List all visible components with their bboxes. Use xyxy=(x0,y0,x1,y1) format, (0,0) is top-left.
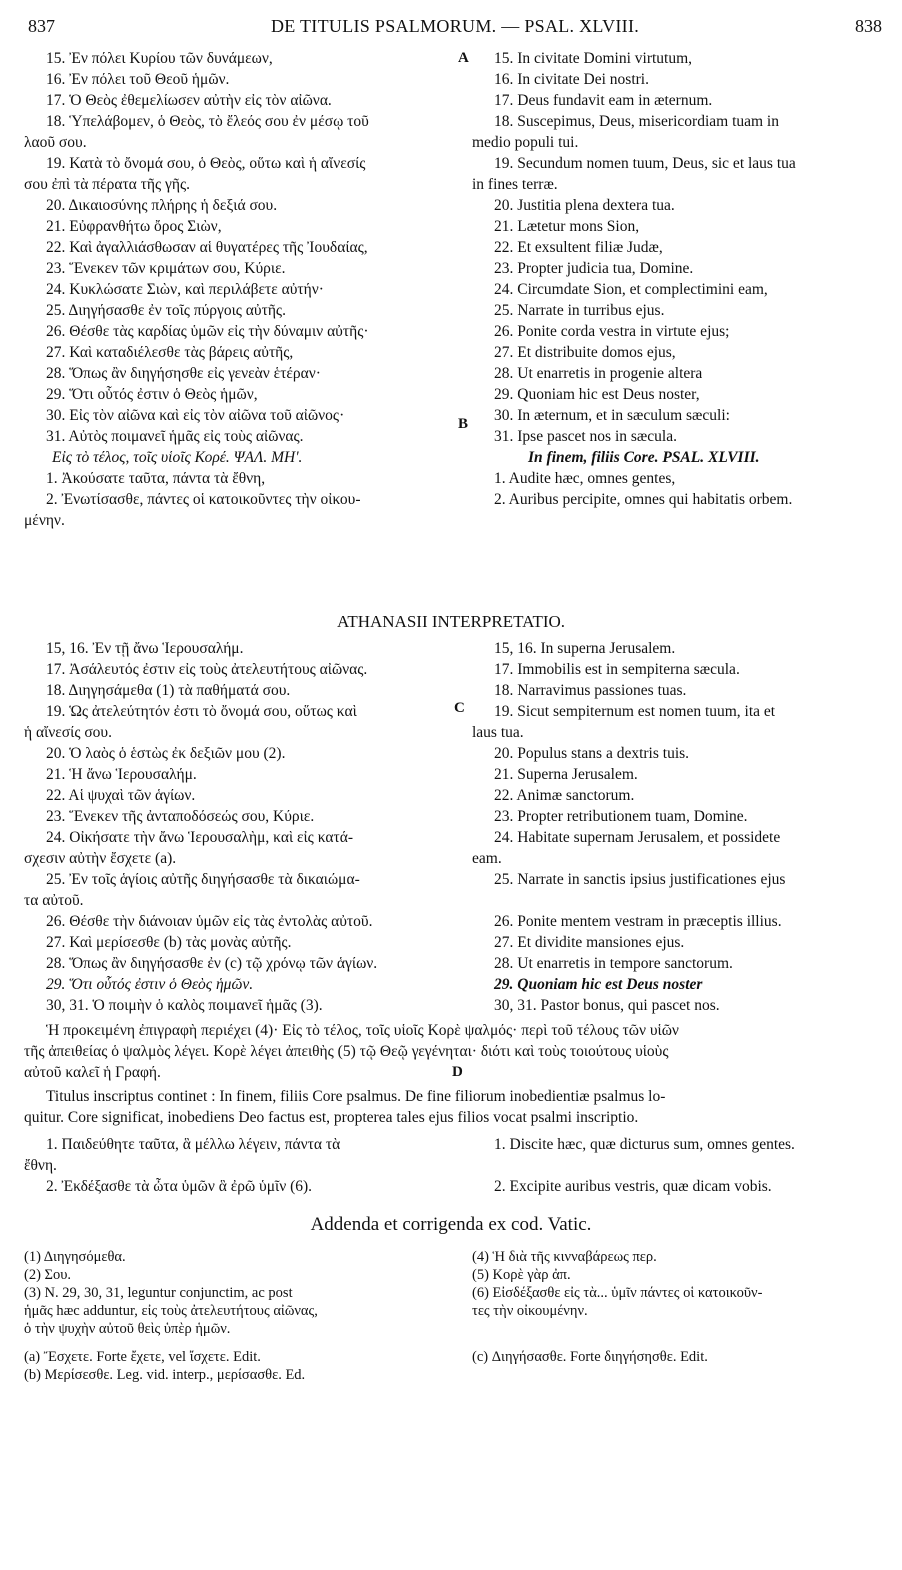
note-line: (6) Εἰσδέξασθε εἰς τὰ... ὑμῖν πάντες οἱ κατοικοῦν- xyxy=(472,1285,763,1301)
greek-commentary-line: Ἡ προκειμένη ἐπιγραφὴ περιέχει (4)· Εἰς τὸ τέλος, τοῖς υἱοῖς Κορὲ ψαλμός· περὶ τοῦ τέλους τῶν υἱῶν xyxy=(46,1022,679,1039)
margin-mark-d: D xyxy=(452,1064,463,1080)
latin-verse-line: 19. Secundum nomen tuum, Deus, sic et laus tua xyxy=(494,155,796,172)
greek-interp-line: 21. Ἡ ἄνω Ἱερουσαλήμ. xyxy=(46,766,197,783)
section2-greek-column xyxy=(24,638,456,1016)
interpretatio-heading: ATHANASII INTERPRETATIO. xyxy=(336,612,566,631)
latin-verse-line: 28. Ut enarretis in progenie altera xyxy=(494,365,703,382)
note-line: (5) Κορὲ γὰρ ἀπ. xyxy=(472,1267,571,1283)
latin-verse-line: 31. Ipse pascet nos in sæcula. xyxy=(494,428,677,445)
note-line: τες τὴν οἰκουμένην. xyxy=(472,1303,588,1319)
greek-interp-line: 23. Ἕνεκεν τῆς ἀνταποδόσεώς σου, Κύριε. xyxy=(46,808,315,825)
editor-note-line: (c) Διηγήσασθε. Forte διηγήσησθε. Edit. xyxy=(472,1349,708,1365)
note-line: ὁ τὴν ψυχὴν αὐτοῦ θεὶς ὑπὲρ ἡμῶν. xyxy=(24,1321,231,1337)
latin-interp-line: 22. Animæ sanctorum. xyxy=(494,787,635,804)
latin-verse-line: 17. Deus fundavit eam in æternum. xyxy=(494,92,713,109)
greek-verse-line: μένην. xyxy=(24,512,65,529)
greek-commentary xyxy=(24,1020,892,1083)
greek-interp-line: 20. Ὁ λαὸς ὁ ἑστὼς ἐκ δεξιῶν μου (2). xyxy=(46,745,286,762)
greek-interp-line: σχεσιν αὐτὴν ἔσχετε (a). xyxy=(24,850,177,867)
latin-commentary-line: quitur. Core significat, inobediens Deo factus est, propterea tales ejus filios vocat psalmi inscriptio. xyxy=(24,1109,639,1126)
greek-verse-line: 19. Κατὰ τὸ ὄνομά σου, ὁ Θεὸς, οὕτω καὶ ἡ αἴνεσίς xyxy=(46,155,366,172)
latin-verse-line: 29. Quoniam hic est Deus noster, xyxy=(494,386,700,403)
greek-verse-line: 1. Ἀκούσατε ταῦτα, πάντα τὰ ἔθνη, xyxy=(46,470,266,487)
greek-interp-line: 28. Ὅπως ἂν διηγήσασθε ἐν (c) τῷ χρόνῳ τῶν ἁγίων. xyxy=(46,955,378,972)
greek-verse-line: 27. Καὶ καταδιέλεσθε τὰς βάρεις αὐτῆς, xyxy=(46,344,294,361)
editor-note-line: (b) Μερίσεσθε. Leg. vid. interp., μερίσασθε. Ed. xyxy=(24,1367,306,1383)
section3-latin-column xyxy=(472,1134,892,1197)
note-line: (4) Ἡ διὰ τῆς κινναβάρεως περ. xyxy=(472,1249,657,1265)
notes-right xyxy=(472,1248,892,1320)
greek-verse-line: 20. Δικαιοσύνης πλήρης ἡ δεξιά σου. xyxy=(46,197,278,214)
latin-verse-line: medio populi tui. xyxy=(472,134,579,151)
page-number-right: 838 xyxy=(855,16,882,36)
margin-mark-a: A xyxy=(458,50,469,66)
latin-interp-line: 30, 31. Pastor bonus, qui pascet nos. xyxy=(494,997,720,1014)
greek-interp-line: 19. Ὡς ἀτελεύτητόν ἐστι τὸ ὄνομά σου, οὕτως καὶ xyxy=(46,703,357,720)
latin-interp-line: 29. Quoniam hic est Deus noster xyxy=(494,976,703,993)
latin-interp-line: 18. Narravimus passiones tuas. xyxy=(494,682,687,699)
section2-latin-column xyxy=(472,638,892,1016)
latin-interp-line: 20. Populus stans a dextris tuis. xyxy=(494,745,690,762)
margin-mark-c: C xyxy=(454,700,465,716)
greek-verse-line: 29. Ὅτι οὗτός ἐστιν ὁ Θεὸς ἡμῶν, xyxy=(46,386,258,403)
greek-verse-line: 2. Ἐνωτίσασθε, πάντες οἱ κατοικοῦντες τὴν οἰκου- xyxy=(46,491,361,508)
greek-verse-line: 31. Αὐτὸς ποιμανεῖ ἡμᾶς εἰς τοὺς αἰῶνας. xyxy=(46,428,304,445)
greek-verse-line: 15. Ἐν πόλει Κυρίου τῶν δυνάμεων, xyxy=(46,50,273,67)
note-line: (2) Σου. xyxy=(24,1267,72,1283)
greek-interp-line: 17. Ἀσάλευτός ἐστιν εἰς τοὺς ἀτελευτήτους αἰῶνας. xyxy=(46,661,368,678)
greek-interp-line: τα αὐτοῦ. xyxy=(24,892,84,909)
latin-verse-line: 22. Et exsultent filiæ Judæ, xyxy=(494,239,663,256)
greek-interp-line: 25. Ἐν τοῖς ἁγίοις αὐτῆς διηγήσασθε τὰ δικαιώμα- xyxy=(46,871,360,888)
latin-verse-line: 27. Et distribuite domos ejus, xyxy=(494,344,676,361)
greek-interp-line: 30, 31. Ὁ ποιμὴν ὁ καλὸς ποιμανεῖ ἡμᾶς (3). xyxy=(46,997,323,1014)
latin-verse-line: 15. In civitate Domini virtutum, xyxy=(494,50,693,67)
section1-latin-column xyxy=(472,48,892,510)
latin-interp-line: 21. Superna Jerusalem. xyxy=(494,766,638,783)
greek-verse-line: 24. Κυκλώσατε Σιὼν, καὶ περιλάβετε αὐτήν· xyxy=(46,281,324,298)
greek-verse-line: 23. Ἕνεκεν τῶν κριμάτων σου, Κύριε. xyxy=(46,260,286,277)
latin-interp-line: 27. Et dividite mansiones ejus. xyxy=(494,934,685,951)
editor-note-line: (a) Ἔσχετε. Forte ἔχετε, vel ἴσχετε. Edit. xyxy=(24,1349,261,1365)
section1-greek-column xyxy=(24,48,456,531)
greek-interp-line: 22. Αἱ ψυχαὶ τῶν ἁγίων. xyxy=(46,787,196,804)
editor-notes-right xyxy=(472,1348,892,1366)
greek-verse-line: 26. Θέσθε τὰς καρδίας ὑμῶν εἰς τὴν δύναμιν αὐτῆς· xyxy=(46,323,369,340)
running-title: DE TITULIS PSALMORUM. — PSAL. XLVIII. xyxy=(270,16,640,36)
greek-verse-line: 21. Εὐφρανθήτω ὄρος Σιὼν, xyxy=(46,218,222,235)
editor-notes-left xyxy=(24,1348,464,1384)
greek-psalm-title: Εἰς τὸ τέλος, τοῖς υἱοῖς Κορέ. ΨΑΛ. ΜΗ'. xyxy=(52,449,303,466)
greek-verse-line: σου ἐπὶ τὰ πέρατα τῆς γῆς. xyxy=(24,176,190,193)
section3-greek-column xyxy=(24,1134,456,1197)
greek-verse-line: 25. Διηγήσασθε ἐν τοῖς πύργοις αὐτῆς. xyxy=(46,302,286,319)
latin-verse-line: 20. Justitia plena dextera tua. xyxy=(494,197,675,214)
latin-commentary xyxy=(24,1086,892,1128)
greek-verse-line: λαοῦ σου. xyxy=(24,134,87,151)
latin-verse-line: 18. Suscepimus, Deus, misericordiam tuam in xyxy=(494,113,779,130)
latin-verse-line: 24. Circumdate Sion, et complectimini eam, xyxy=(494,281,768,298)
latin-commentary-line: Titulus inscriptus continet : In finem, filiis Core psalmus. De fine filiorum inobedientiæ psalmus lo- xyxy=(46,1088,666,1105)
greek-verse-line: 17. Ὁ Θεὸς ἐθεμελίωσεν αὐτὴν εἰς τὸν αἰῶνα. xyxy=(46,92,332,109)
greek-interp-line: 24. Οἰκήσατε τὴν ἄνω Ἱερουσαλὴμ, καὶ εἰς κατά- xyxy=(46,829,353,846)
latin-verse-line: 25. Narrate in turribus ejus. xyxy=(494,302,665,319)
latin-interp-line: 24. Habitate supernam Jerusalem, et possidete xyxy=(494,829,781,846)
latin-verse-line: in fines terræ. xyxy=(472,176,558,193)
greek-verse-line: 2. Ἐκδέξασθε τὰ ὦτα ὑμῶν ἃ ἐρῶ ὑμῖν (6). xyxy=(46,1178,313,1195)
greek-interp-line: 26. Θέσθε τὴν διάνοιαν ὑμῶν εἰς τὰς ἐντολὰς αὐτοῦ. xyxy=(46,913,373,930)
latin-interp-line: 28. Ut enarretis in tempore sanctorum. xyxy=(494,955,733,972)
latin-interp-line: 19. Sicut sempiternum est nomen tuum, ita et xyxy=(494,703,776,720)
latin-verse-spacer xyxy=(472,1155,892,1176)
greek-interp-line: 29. Ὅτι οὗτός ἐστιν ὁ Θεὸς ἡμῶν. xyxy=(46,976,254,993)
greek-verse-line: 22. Καὶ ἀγαλλιάσθωσαν αἱ θυγατέρες τῆς Ἰουδαίας, xyxy=(46,239,368,256)
page-number-left: 837 xyxy=(28,16,55,36)
latin-verse-line: 16. In civitate Dei nostri. xyxy=(494,71,649,88)
latin-interp-line: 26. Ponite mentem vestram in præceptis illius. xyxy=(494,913,782,930)
latin-psalm-title: In finem, filiis Core. PSAL. XLVIII. xyxy=(528,449,760,466)
greek-commentary-line: αὐτοῦ καλεῖ ἡ Γραφή. xyxy=(24,1064,161,1081)
greek-interp-line: 27. Καὶ μερίσεσθε (b) τὰς μονὰς αὐτῆς. xyxy=(46,934,292,951)
greek-interp-line: ἡ αἴνεσίς σου. xyxy=(24,724,112,741)
latin-verse-line: 2. Excipite auribus vestris, quæ dicam vobis. xyxy=(494,1178,772,1195)
latin-verse-line: 23. Propter judicia tua, Domine. xyxy=(494,260,694,277)
greek-interp-line: 18. Διηγησάμεθα (1) τὰ παθήματά σου. xyxy=(46,682,291,699)
latin-interp-spacer xyxy=(472,890,892,911)
addenda-heading: Addenda et corrigenda ex cod. Vatic. xyxy=(310,1214,592,1235)
greek-verse-line: 1. Παιδεύθητε ταῦτα, ἃ μέλλω λέγειν, πάντα τὰ xyxy=(46,1136,341,1153)
margin-mark-b: B xyxy=(458,416,469,432)
latin-verse-line: 2. Auribus percipite, omnes qui habitatis orbem. xyxy=(494,491,793,508)
note-line: (1) Διηγησόμεθα. xyxy=(24,1249,126,1265)
latin-interp-line: 17. Immobilis est in sempiterna sæcula. xyxy=(494,661,740,678)
greek-verse-line: 18. Ὑπελάβομεν, ὁ Θεὸς, τὸ ἔλεός σου ἐν μέσῳ τοῦ xyxy=(46,113,369,130)
greek-interp-line: 15, 16. Ἐν τῇ ἄνω Ἱερουσαλήμ. xyxy=(46,640,244,657)
greek-verse-line: 28. Ὅπως ἂν διηγήσησθε εἰς γενεὰν ἑτέραν· xyxy=(46,365,321,382)
note-line: ἡμᾶς hæc adduntur, εἰς τοὺς ἀτελευτήτους αἰῶνας, xyxy=(24,1303,318,1319)
latin-verse-line: 30. In æternum, et in sæculum sæculi: xyxy=(494,407,730,424)
greek-verse-line: ἔθνη. xyxy=(24,1157,57,1174)
running-header xyxy=(28,16,882,42)
latin-verse-line: 1. Audite hæc, omnes gentes, xyxy=(494,470,676,487)
latin-interp-line: 23. Propter retributionem tuam, Domine. xyxy=(494,808,748,825)
notes-left xyxy=(24,1248,464,1338)
latin-verse-line: 26. Ponite corda vestra in virtute ejus; xyxy=(494,323,730,340)
latin-interp-line: laus tua. xyxy=(472,724,524,741)
greek-commentary-line: τῆς ἀπειθείας ὁ ψαλμὸς λέγει. Κορὲ λέγει ἀπειθὴς (5) τῷ Θεῷ γεγένηται· διότι καὶ τοὺς τοιούτους υἱοὺς xyxy=(24,1043,669,1060)
latin-interp-line: 25. Narrate in sanctis ipsius justificationes ejus xyxy=(494,871,786,888)
latin-interp-line: eam. xyxy=(472,850,502,867)
greek-verse-line: 30. Εἰς τὸν αἰῶνα καὶ εἰς τὸν αἰῶνα τοῦ αἰῶνος· xyxy=(46,407,345,424)
latin-interp-line: 15, 16. In superna Jerusalem. xyxy=(494,640,676,657)
note-line: (3) N. 29, 30, 31, leguntur conjunctim, ac post xyxy=(24,1285,293,1301)
latin-verse-line: 21. Lætetur mons Sion, xyxy=(494,218,640,235)
latin-verse-line: 1. Discite hæc, quæ dicturus sum, omnes gentes. xyxy=(494,1136,795,1153)
greek-verse-line: 16. Ἐν πόλει τοῦ Θεοῦ ἡμῶν. xyxy=(46,71,230,88)
